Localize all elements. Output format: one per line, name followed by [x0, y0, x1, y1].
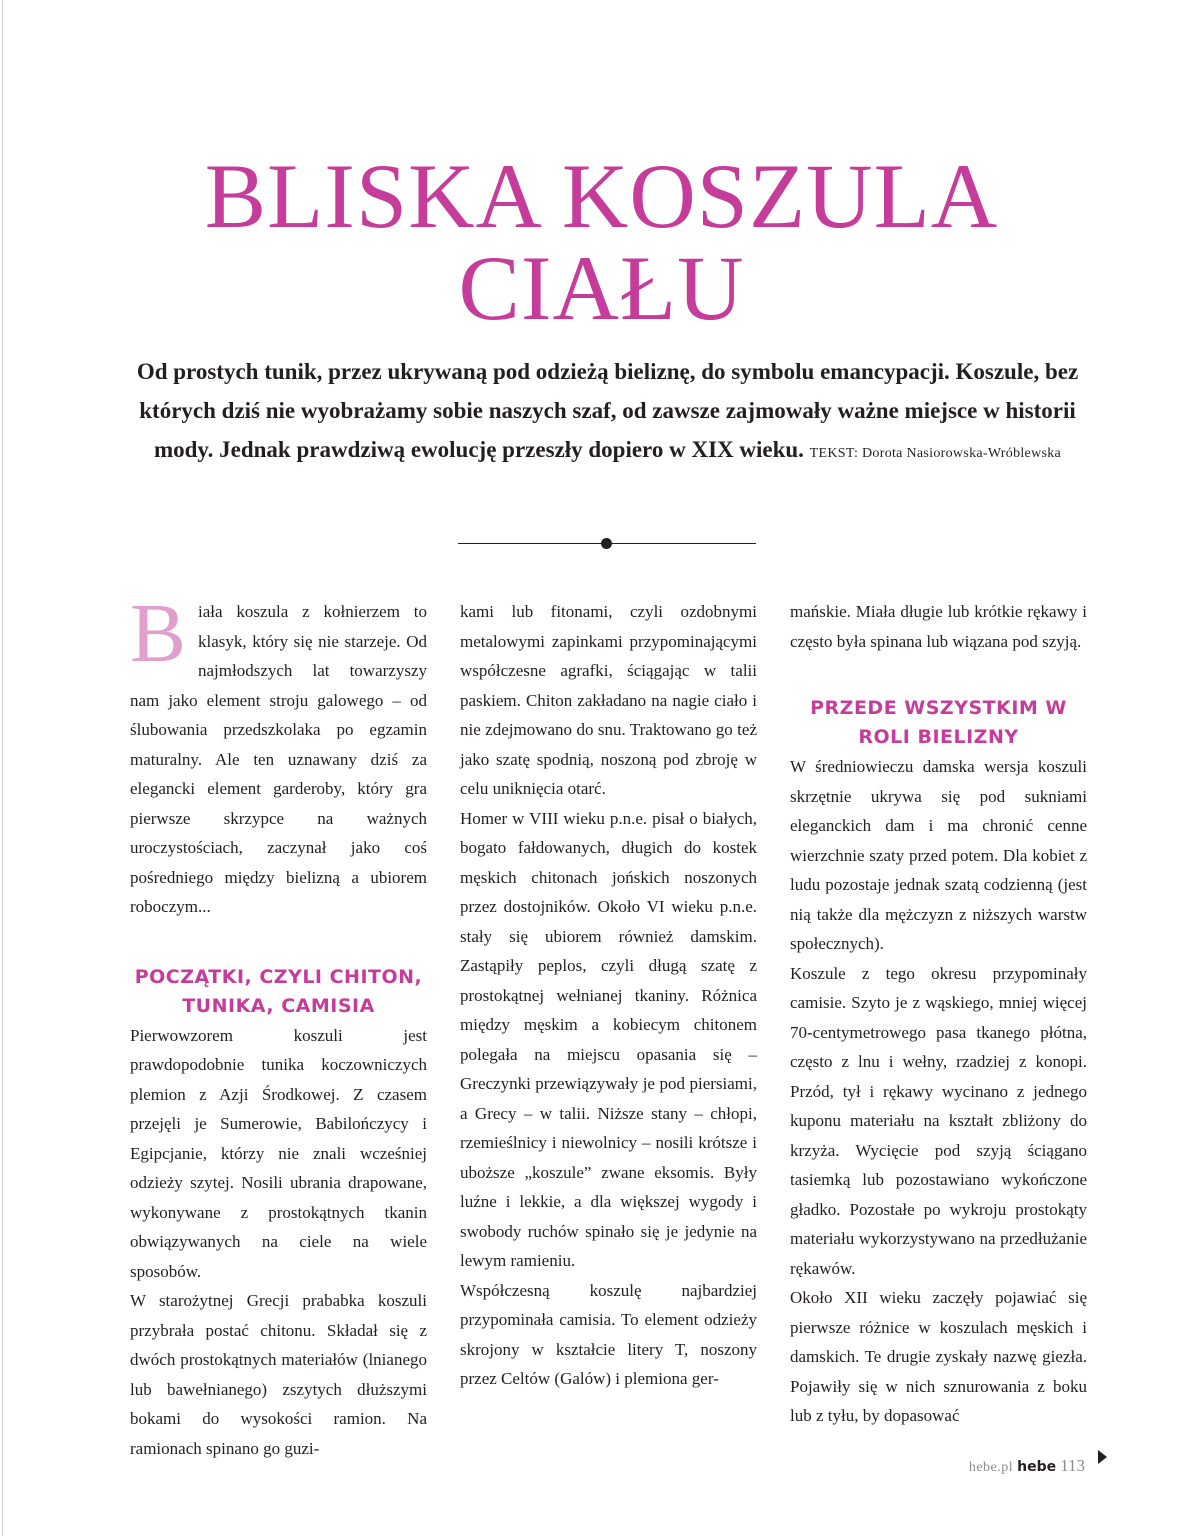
- intro-text: iała koszula z kołnierzem to klasyk, który się nie starzeje. Od najmłodszych lat towarzyszy nam jako element stroju galowego – od ślubowania przedszkolaka po egzamin maturalny. Ale ten uznawany dziś za elegancki element garderoby, który gra pierwsze skrzypce na ważnych uroczystościach, zaczynał jako coś pośredniego między bielizną a ubiorem roboczym...: [130, 602, 427, 916]
- section-heading-origins: POCZĄTKI, CZYLI CHITON, TUNIKA, CAMISIA: [134, 965, 423, 1017]
- title-line-1: BLISKA KOSZULA: [204, 145, 999, 247]
- page-number: 113: [1060, 1456, 1085, 1475]
- column-2: [460, 597, 757, 1394]
- author-credit: TEKST: Dorota Nasiorowska-Wróblewska: [809, 446, 1062, 461]
- triangle-right-icon: [1098, 1450, 1107, 1464]
- lead-text: Od prostych tunik, przez ukrywaną pod odzieżą bieliznę, do symbolu emancypacji. Koszule, bez których dziś nie wyobrażamy sobie naszych szaf, od zawsze zajmowały ważne miejsce w historii mody. Jednak prawdziwą ewolucję przeszły dopiero w XIX wieku.: [136, 359, 1079, 462]
- section-heading-underwear: PRZEDE WSZYSTKIM W ROLI BIELIZNY: [810, 697, 1067, 748]
- title-line-2: CIAŁU: [458, 237, 745, 339]
- divider-dot: [601, 538, 612, 549]
- paragraph: W średniowieczu damska wersja koszuli skrzętnie ukrywa się pod sukniami eleganckich dam i ma chronić cenne wierzchnie szaty przed potem. Dla kobiet z ludu pozostaje jednak szatą codzienną (jest nią także dla mężczyzn z niższych warstw społecznych).: [790, 757, 1087, 953]
- section-divider: [458, 538, 756, 550]
- paragraph: Współczesną koszulę najbardziej przypominała camisia. To element odzieży skrojony w kształcie litery T, noszony przez Celtów (Galów) i plemiona ger-: [460, 1280, 757, 1388]
- intro-paragraph: [130, 587, 427, 922]
- column-1: [130, 587, 427, 1463]
- paragraph: Homer w VIII wieku p.n.e. pisał o białych, bogato fałdowanych, długich do kostek męskich chitonach jońskich noszonych przez dostojników. Około VI wieku p.n.e. stały się ubiorem również damskim. Zastąpiły peplos, czyli długą szatę z prostokątnej wełnianej tkaniny. Różnica między męskim a kobiecym chitonem polegała na miejscu opasania się – Greczynki przewiązywały je pod piersiami, a Grecy – w talii. Niższe stany – chłopi, rzemieślnicy i niewolnicy – nosili krótsze i uboższe „koszule” zwane eksomis. Były luźne i lekkie, a dla większej wygody i swobody ruchów spinało się je jedynie na lewym ramieniu.: [460, 808, 757, 1270]
- paragraph: Pierwowzorem koszuli jest prawdopodobnie tunika koczowniczych plemion z Azji Środkowej. Z czasem przejęli je Sumerowie, Babilończycy i Egipcjanie, którzy nie znali wcześniej odzieży szytej. Nosili ubrania drapowane, wykonywane z prostokątnych tkanin obwiązywanych na ciele na wiele sposobów.: [130, 1025, 427, 1281]
- footer-site: hebe.pl: [968, 1460, 1014, 1475]
- dropcap: B: [130, 587, 187, 680]
- paragraph: mańskie. Miała długie lub krótkie rękawy i często była spinana lub wiązana pod szyją.: [790, 602, 1087, 651]
- article-lead: [130, 352, 1085, 473]
- paragraph: Około XII wieku zaczęły pojawiać się pierwsze różnice w koszulach męskich i damskich. Te drugie zyskały nazwę giezła. Pojawiły się w nich sznurowania z boku lub z tyłu, by dopasować: [790, 1288, 1087, 1425]
- article-title: [0, 145, 1203, 339]
- page-footer: [880, 1456, 1085, 1478]
- paragraph: W starożytnej Grecji prababka koszuli przybrała postać chitonu. Składał się z dwóch prostokątnych materiałów (lnianego lub bawełnianego) zszytych dłuższymi bokami do wysokości ramion. Na ramionach spinano go guzi-: [130, 1291, 427, 1458]
- footer-brand-logo: hebe: [1017, 1459, 1057, 1475]
- column-3: [790, 597, 1087, 1431]
- paragraph: kami lub fitonami, czyli ozdobnymi metalowymi zapinkami przypominającymi współczesne agrafki, ściągając w talii paskiem. Chiton zakładano na nagie ciało i nie zdejmowano do snu. Traktowano go też jako szatę spodnią, noszoną pod zbroję w celu uniknięcia otarć.: [460, 602, 757, 798]
- paragraph: Koszule z tego okresu przypominały camisie. Szyto je z wąskiego, mniej więcej 70-centymetrowego pasa tkanego płótna, często z lnu i wełny, rzadziej z konopi. Przód, tył i rękawy wycinano z jednego kuponu materiału na kształt zbliżony do krzyża. Wycięcie pod szyją ściągano tasiemką lub pozostawiano wykończone gładko. Pozostałe po wykroju prostokąty materiału wykorzystywano na przedłużanie rękawów.: [790, 963, 1087, 1278]
